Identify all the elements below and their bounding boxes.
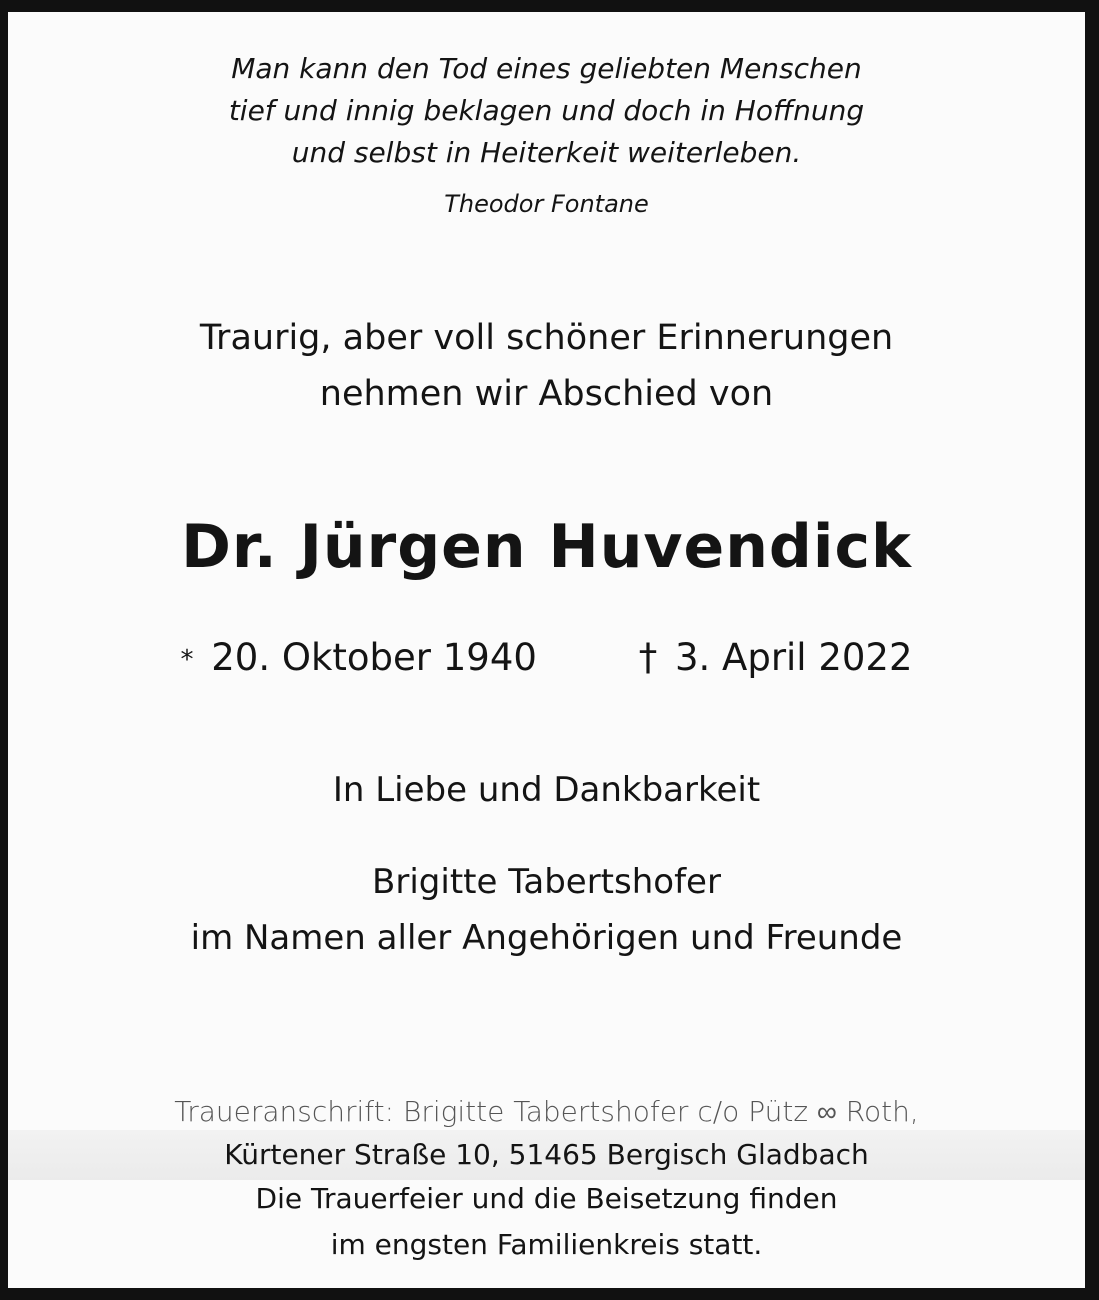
- signatory: Brigitte Tabertshofer: [372, 862, 721, 902]
- intro-line-1: Traurig, aber voll schöner Erinnerungen: [199, 318, 894, 358]
- life-dates: [8, 636, 1085, 679]
- birth-star-icon: *: [180, 644, 194, 675]
- address-line-2: Kürtener Straße 10, 51465 Bergisch Gladbach: [224, 1138, 869, 1171]
- quote-line-3: und selbst in Heiterkeit weiterleben.: [291, 136, 802, 169]
- thanks-line: In Liebe und Dankbarkeit: [332, 770, 761, 810]
- quote-author: Theodor Fontane: [444, 190, 649, 218]
- intro-line-2: nehmen wir Abschied von: [319, 374, 774, 414]
- deceased-name: Dr. Jürgen Huvendick: [181, 512, 912, 582]
- obituary-notice: [8, 12, 1085, 1288]
- quote-line-1: Man kann den Tod eines geliebten Menschen: [231, 52, 862, 85]
- on-behalf-line: im Namen aller Angehörigen und Freunde: [190, 918, 903, 958]
- quote-line-2: tief und innig beklagen und doch in Hoffnung: [228, 94, 865, 127]
- address-line-1: Traueranschrift: Brigitte Tabertshofer c/o Pütz ∞ Roth,: [174, 1095, 919, 1128]
- death-date: 3. April 2022: [674, 636, 913, 679]
- death-cross-icon: †: [638, 636, 658, 679]
- ceremony-line-1: Die Trauerfeier und die Beisetzung finden: [255, 1182, 838, 1215]
- birth-date: 20. Oktober 1940: [211, 636, 537, 679]
- ceremony-line-2: im engsten Familienkreis statt.: [330, 1228, 763, 1261]
